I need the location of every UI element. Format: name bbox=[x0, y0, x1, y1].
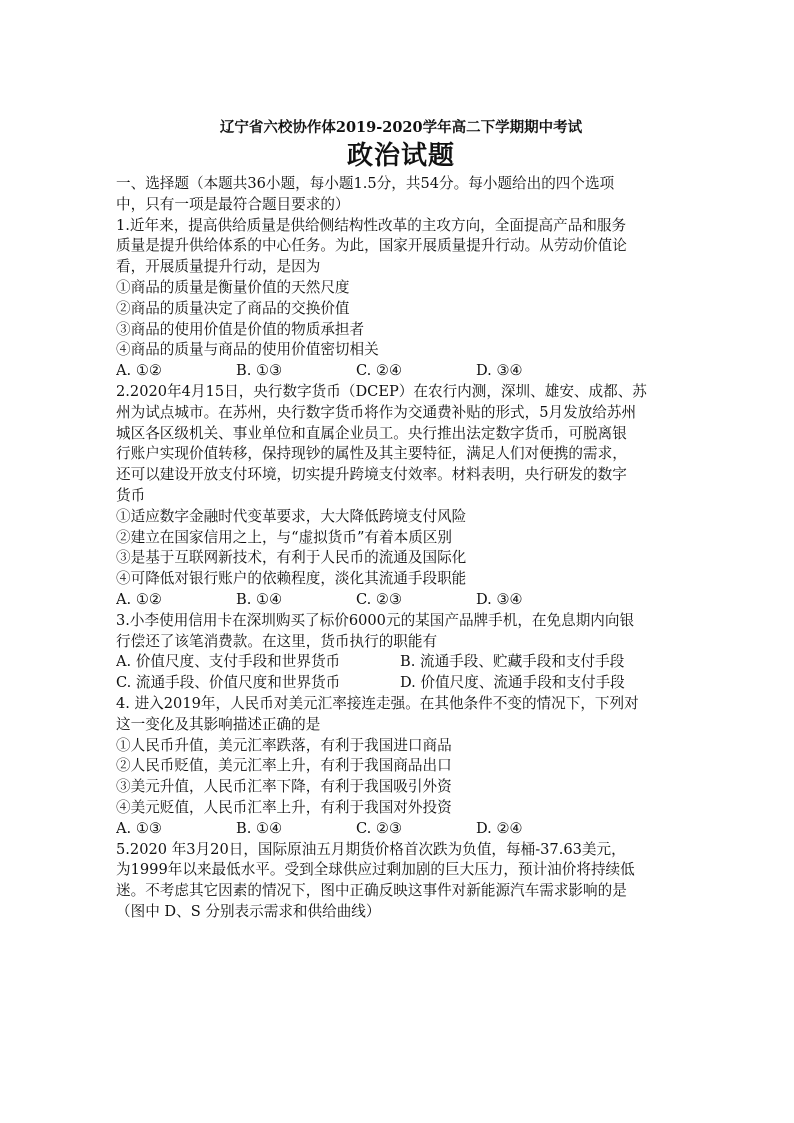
question-item: ②建立在国家信用之上，与“虚拟货币”有着本质区别 bbox=[116, 528, 452, 546]
exam-page bbox=[116, 118, 686, 923]
option-b[interactable]: B. 流通手段、贮藏手段和支付手段 bbox=[400, 653, 625, 671]
question-stem-line: 为1999年以来最低水平。受到全球供应过剩加剧的巨大压力，预计油价将持续低 bbox=[116, 861, 635, 879]
question-item: ①商品的质量是衡量价值的天然尺度 bbox=[116, 278, 350, 296]
question-item: ①适应数字金融时代变革要求，大大降低跨境支付风险 bbox=[116, 507, 467, 525]
answer-options bbox=[116, 673, 686, 694]
question-stem-line: 行账户实现价值转移，保持现钞的属性及其主要特征，满足人们对便携的需求， bbox=[116, 445, 627, 463]
question-stem-line: 4. 进入2019年，人民币对美元汇率接连走强。在其他条件不变的情况下，下列对 bbox=[116, 694, 639, 712]
answer-options bbox=[116, 819, 686, 840]
question-stem-line: 这一变化及其影响描述正确的是 bbox=[116, 715, 321, 733]
option-b[interactable]: B. ①④ bbox=[236, 819, 283, 837]
answer-options bbox=[116, 590, 686, 611]
option-c[interactable]: C. ②③ bbox=[356, 819, 403, 837]
question-stem-line: 看，开展质量提升行动，是因为 bbox=[116, 258, 321, 276]
question-stem-line: （图中 D、S 分别表示需求和供给曲线） bbox=[116, 902, 381, 920]
question-item: ③商品的使用价值是价值的物质承担者 bbox=[116, 320, 365, 338]
question-stem-line: 州为试点城市。在苏州，央行数字货币将作为交通费补贴的形式，5月发放给苏州 bbox=[116, 403, 637, 421]
option-c[interactable]: C. ②③ bbox=[356, 590, 403, 608]
option-c[interactable]: C. ②④ bbox=[356, 362, 403, 380]
question-stem-line: 2.2020年4月15日，央行数字货币（DCEP）在农行内测，深圳、雄安、成都、苏 bbox=[116, 382, 647, 400]
question-stem-line: 1.近年来，提高供给质量是供给侧结构性改革的主攻方向，全面提高产品和服务 bbox=[116, 216, 627, 234]
question-item: ③美元升值，人民币汇率下降，有利于我国吸引外资 bbox=[116, 778, 452, 796]
option-a[interactable]: A. ①② bbox=[116, 362, 162, 380]
section-line: 中，只有一项是最符合题目要求的） bbox=[116, 195, 350, 213]
exam-title: 辽宁省六校协作体2019-2020学年高二下学期期中考试 bbox=[219, 119, 583, 136]
option-a[interactable]: A. ①③ bbox=[116, 819, 162, 837]
question-item: ①人民币升值，美元汇率跌落，有利于我国进口商品 bbox=[116, 736, 452, 754]
question-stem-line: 还可以建设开放支付环境，切实提升跨境支付效率。材料表明，央行研发的数字 bbox=[116, 466, 627, 484]
question-stem-line: 行偿还了该笔消费款。在这里，货币执行的职能有 bbox=[116, 632, 438, 650]
question-stem-line: 城区各区级机关、事业单位和直属企业员工。央行推出法定数字货币，可脱离银 bbox=[116, 424, 627, 442]
question-1 bbox=[116, 216, 686, 382]
question-item: ④商品的质量与商品的使用价值密切相关 bbox=[116, 341, 379, 359]
answer-options bbox=[116, 361, 686, 382]
option-d[interactable]: D. ②④ bbox=[476, 819, 523, 837]
answer-options bbox=[116, 652, 686, 673]
question-item: ③是基于互联网新技术，有利于人民币的流通及国际化 bbox=[116, 549, 467, 567]
option-d[interactable]: D. ③④ bbox=[476, 590, 523, 608]
question-stem-line: 质量是提升供给体系的中心任务。为此，国家开展质量提升行动。从劳动价值论 bbox=[116, 237, 627, 255]
question-2 bbox=[116, 382, 686, 611]
option-d[interactable]: D. 价值尺度、流通手段和支付手段 bbox=[400, 674, 625, 692]
section-line: 一、选择题（本题共36小题，每小题1.5分，共54分。每小题给出的四个选项 bbox=[116, 175, 615, 192]
question-4 bbox=[116, 694, 686, 840]
option-a[interactable]: A. 价值尺度、支付手段和世界货币 bbox=[116, 653, 341, 671]
exam-subject: 政治试题 bbox=[346, 141, 455, 171]
question-stem-line: 3.小李使用信用卡在深圳购买了标价6000元的某国产品牌手机，在免息期内向银 bbox=[116, 611, 635, 629]
question-3 bbox=[116, 611, 686, 694]
question-item: ②人民币贬值，美元汇率上升，有利于我国商品出口 bbox=[116, 757, 452, 775]
question-item: ④可降低对银行账户的依赖程度，淡化其流通手段职能 bbox=[116, 570, 467, 588]
question-stem-line: 迷。不考虑其它因素的情况下，图中正确反映这事件对新能源汽车需求影响的是 bbox=[116, 882, 627, 900]
section-instructions bbox=[116, 174, 686, 216]
question-stem-line: 货币 bbox=[116, 486, 146, 504]
option-c[interactable]: C. 流通手段、价值尺度和世界货币 bbox=[116, 674, 341, 692]
option-b[interactable]: B. ①④ bbox=[236, 590, 283, 608]
question-5 bbox=[116, 840, 686, 923]
option-b[interactable]: B. ①③ bbox=[236, 362, 283, 380]
question-item: ④美元贬值，人民币汇率上升，有利于我国对外投资 bbox=[116, 798, 452, 816]
option-d[interactable]: D. ③④ bbox=[476, 362, 523, 380]
question-item: ②商品的质量决定了商品的交换价值 bbox=[116, 299, 350, 317]
option-a[interactable]: A. ①② bbox=[116, 590, 162, 608]
question-stem-line: 5.2020 年3月20日，国际原油五月期货价格首次跌为负值，每桶-37.63美元， bbox=[116, 840, 626, 858]
